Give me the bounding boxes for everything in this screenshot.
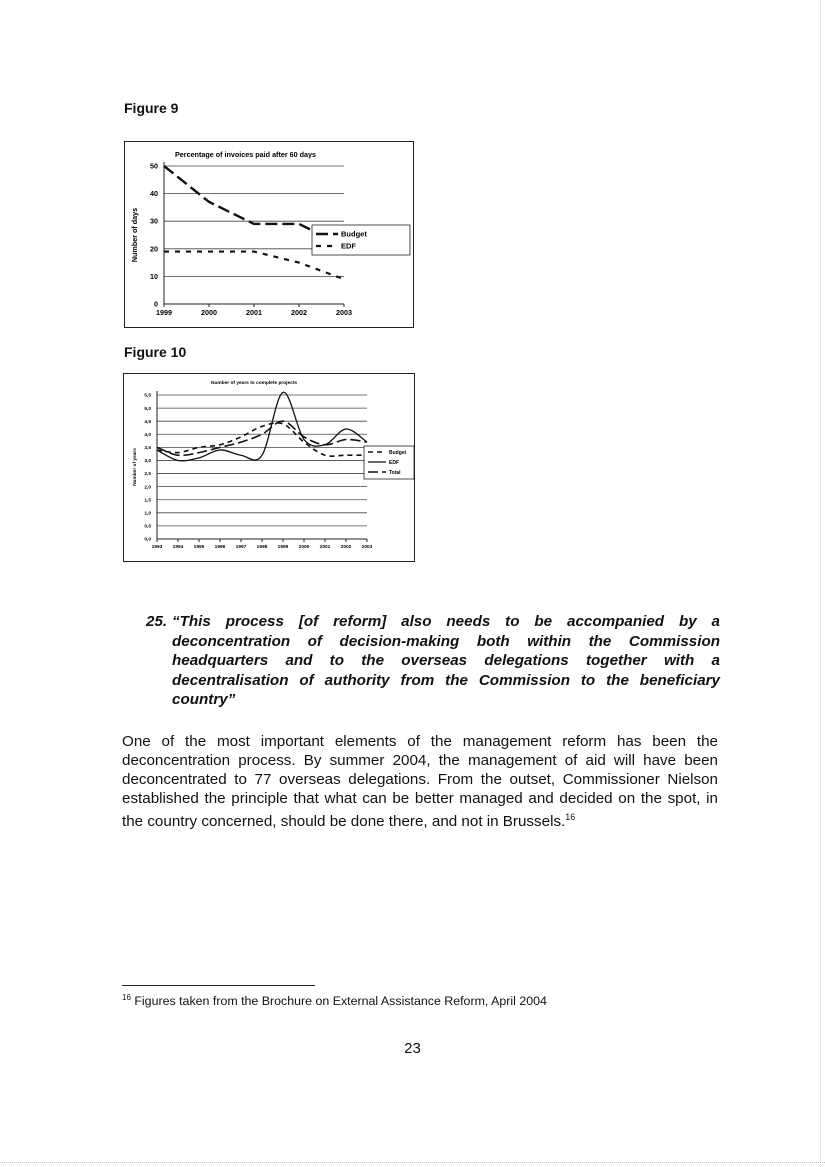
y-tick-label: 2,0: [144, 485, 151, 491]
x-tick-label: 1993: [151, 544, 163, 550]
legend-label: Budget: [389, 449, 407, 456]
y-tick-label: 4,0: [144, 432, 151, 438]
legend-label: Budget: [341, 229, 367, 239]
chart-title: Percentage of invoices paid after 60 days: [175, 150, 317, 159]
x-tick-label: 1999: [156, 308, 172, 318]
footnote-reference: 16: [565, 812, 576, 822]
y-tick-label: 5,5: [144, 393, 151, 399]
y-tick-label: 2,5: [144, 472, 151, 478]
page-bottom-rule: [0, 1162, 825, 1163]
x-tick-label: 1998: [256, 544, 268, 550]
x-tick-label: 2002: [340, 544, 352, 550]
x-tick-label: 2002: [291, 308, 307, 318]
x-tick-label: 2001: [246, 308, 262, 318]
x-tick-label: 2003: [361, 544, 373, 550]
y-tick-label: 5,0: [144, 406, 151, 412]
footnote: [122, 993, 547, 1008]
paragraph-text: One of the most important elements of the management reform has been the deconcentration process. By summer 2004, the management of aid will have been deconcentrated to 77 overseas delegations. From the outset, Commissioner Nielson established the principle that what can be better managed and decided on the spot, in the country concerned, should be done there, and not in Brussels.: [122, 733, 718, 831]
y-tick-label: 20: [150, 244, 158, 254]
x-tick-label: 1999: [277, 544, 289, 550]
page-edge-rule: [820, 0, 821, 1167]
footnote-text: Figures taken from the Brochure on External Assistance Reform, April 2004: [134, 994, 547, 1009]
series-line-edf: [164, 252, 344, 280]
quote-text: “This process [of reform] also needs to be accompanied by a deconcentration of decision-making both within the Commission headquarters and to the overseas delegations together with a decentralisation of authority from the Commission to the beneficiary country”: [172, 613, 720, 708]
y-tick-label: 3,5: [144, 446, 151, 452]
x-tick-label: 1995: [193, 544, 205, 550]
y-tick-label: 3,0: [144, 459, 151, 465]
y-tick-label: 0: [154, 299, 158, 309]
figure-10-svg: [124, 374, 414, 561]
y-tick-label: 0,0: [144, 537, 151, 543]
figure-10-chart: [123, 373, 415, 562]
legend-label: EDF: [389, 459, 399, 466]
x-tick-label: 2000: [298, 544, 310, 550]
figure-9-label: Figure 9: [124, 100, 179, 116]
x-tick-label: 2003: [336, 308, 352, 318]
y-tick-label: 50: [150, 161, 158, 171]
body-paragraph: [122, 732, 718, 831]
figure-10-label: Figure 10: [124, 344, 187, 360]
legend-label: Total: [389, 469, 401, 476]
x-tick-label: 1997: [235, 544, 247, 550]
figure-9-chart: [124, 141, 414, 328]
y-tick-label: 4,5: [144, 419, 151, 425]
footnote-marker: 16: [122, 993, 131, 1002]
x-tick-label: 1994: [172, 544, 184, 550]
chart-title: Number of years to complete projects: [211, 381, 298, 386]
quote-number: 25.: [146, 613, 168, 630]
y-tick-label: 1,0: [144, 511, 151, 517]
y-tick-label: 30: [150, 216, 158, 226]
legend-label: EDF: [341, 241, 356, 251]
y-tick-label: 1,5: [144, 498, 151, 504]
figure-9-svg: [125, 142, 413, 327]
y-axis-label: Number of years: [133, 448, 138, 486]
quoted-principle: [146, 612, 720, 710]
page-number: 23: [404, 1040, 421, 1057]
y-tick-label: 0,5: [144, 524, 151, 530]
x-tick-label: 2001: [319, 544, 331, 550]
x-tick-label: 2000: [201, 308, 217, 318]
y-tick-label: 40: [150, 189, 158, 199]
y-tick-label: 10: [150, 271, 158, 281]
x-tick-label: 1996: [214, 544, 226, 550]
series-line-budget: [157, 423, 367, 456]
y-axis-label: Number of days: [130, 207, 139, 263]
footnote-divider: [122, 985, 315, 986]
